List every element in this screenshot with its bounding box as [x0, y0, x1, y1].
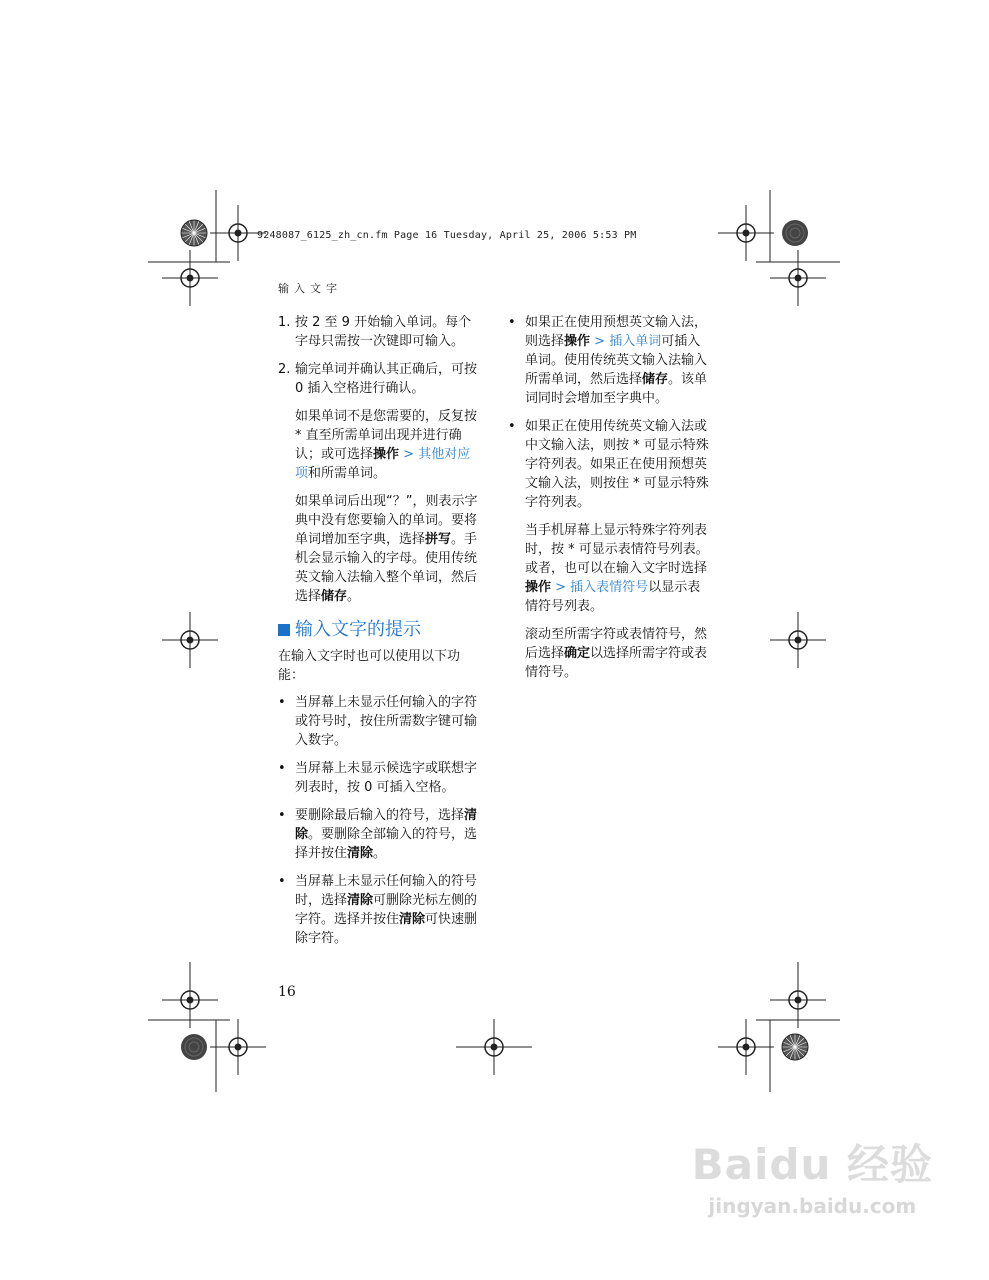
bold-term: 储存: [642, 372, 669, 387]
text: 。: [373, 846, 387, 861]
text: 。手机会显示输入的字母。使用传统英文输入法输入整个单词，然后选择: [295, 532, 478, 604]
list-item: [278, 693, 483, 750]
bullet-icon: •: [278, 874, 286, 889]
text: 和所需单词。: [308, 466, 387, 481]
bold-term: 清除: [295, 808, 478, 842]
step-text: 按 2 至 9 开始输入单词。每个字母只需按一次键即可输入。: [295, 315, 472, 349]
text: 滚动至所需字符或表情符号，然后选择: [525, 627, 708, 661]
bold-term: 清除: [399, 912, 426, 927]
list-item: [278, 759, 483, 797]
bold-term: 清除: [347, 846, 374, 861]
watermark-url: jingyan.baidu.com: [708, 1194, 917, 1218]
step-text: 输完单词并确认其正确后，可按 0 插入空格进行确认。: [295, 362, 478, 396]
text: 如果单词不是您需要的，反复按 * 直至所需单词出现并进行确认；或可选择: [295, 409, 478, 462]
text: 如果正在使用预想英文输入法，则选择: [525, 315, 708, 349]
paragraph: [278, 407, 483, 483]
heading-text: 输入文字的提示: [295, 619, 421, 640]
bold-term: 储存: [321, 589, 348, 604]
paragraph: [508, 521, 713, 616]
running-header: 输入文字: [278, 282, 342, 295]
bold-term: 确定: [564, 646, 591, 661]
text: 当屏幕上未显示候选字或联想字列表时，按 0 可插入空格。: [295, 761, 478, 795]
menu-path-link[interactable]: > 插入单词: [590, 334, 662, 349]
text: 。要删除全部输入的符号，选择并按住: [295, 827, 478, 861]
step-1: [278, 313, 483, 351]
text: 当屏幕上未显示任何输入的符号时，选择: [295, 874, 478, 908]
step-2: [278, 360, 483, 398]
intro-text: 在输入文字时也可以使用以下功能：: [278, 649, 461, 683]
text: 。该单词同时会增加至字典中。: [525, 372, 708, 406]
text: 要删除最后输入的符号，选择: [295, 808, 465, 823]
menu-path-link[interactable]: > 其他对应项: [295, 447, 471, 481]
page-number: 16: [278, 984, 296, 1000]
bold-term: 拼写: [425, 532, 452, 547]
watermark: [692, 1132, 933, 1218]
text: 如果正在使用传统英文输入法或中文输入法，则按 * 可显示特殊字符列表。如果正在使用预想英文输入法，则按住 * 可显示特殊字符列表。: [525, 419, 709, 510]
step-number: 1.: [278, 315, 291, 330]
bullet-icon: •: [278, 761, 286, 776]
bold-term: 操作: [564, 334, 591, 349]
step-number: 2.: [278, 362, 291, 377]
left-column: [278, 313, 483, 957]
text: 如果单词后出现“？”，则表示字典中没有您要输入的单词。要将单词增加至字典，选择: [295, 494, 478, 547]
bullet-icon: •: [278, 695, 286, 710]
bullet-icon: •: [508, 315, 516, 330]
right-column: [508, 313, 713, 691]
list-item: [278, 806, 483, 863]
bold-term: 操作: [373, 447, 400, 462]
list-item: [508, 417, 713, 512]
list-item: [508, 313, 713, 408]
menu-path-link[interactable]: > 插入表情符号: [551, 580, 649, 595]
paragraph: [278, 492, 483, 606]
text: 以显示表情符号列表。: [525, 580, 701, 614]
bold-term: 操作: [525, 580, 552, 595]
section-heading: [278, 620, 483, 639]
text: 。: [347, 589, 361, 604]
bullet-icon: •: [278, 808, 286, 823]
heading-square-icon: [278, 624, 290, 636]
text: 以选择所需字符或表情符号。: [525, 646, 708, 680]
text: 可插入单词。使用传统英文输入法输入所需单词，然后选择: [525, 334, 708, 387]
list-item: [278, 872, 483, 948]
bullet-icon: •: [508, 419, 516, 434]
text: 当屏幕上未显示任何输入的字符或符号时，按住所需数字键可输入数字。: [295, 695, 478, 748]
file-meta-line: 9248087_6125_zh_cn.fm Page 16 Tuesday, April 25, 2006 5:53 PM: [257, 230, 637, 241]
text: 当手机屏幕上显示特殊字符列表时，按 * 可显示表情符号列表。或者，也可以在输入文字时选择: [525, 523, 709, 576]
watermark-logo: Baidu 经验: [691, 1140, 933, 1189]
text: 可快速删除字符。: [295, 912, 478, 946]
bold-term: 清除: [347, 893, 374, 908]
text: 可删除光标左侧的字符。选择并按住: [295, 893, 478, 927]
paragraph: [508, 625, 713, 682]
